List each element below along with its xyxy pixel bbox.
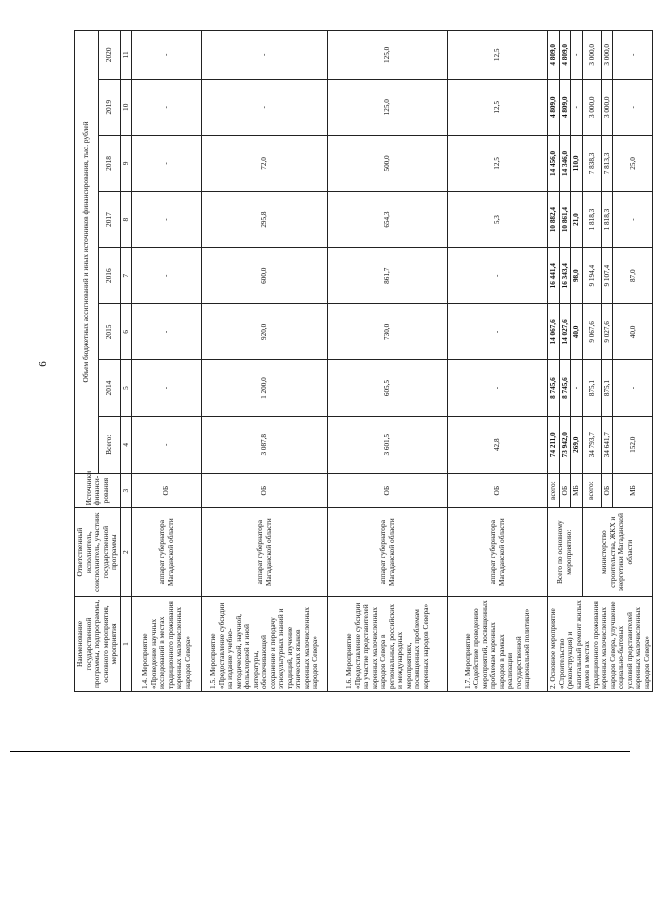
header-year: 2020 <box>98 31 120 80</box>
row-value: 12,5 <box>448 135 548 191</box>
column-number: 10 <box>120 79 132 135</box>
table-container <box>74 30 651 692</box>
row-value: 3 601,5 <box>328 416 448 473</box>
row-value: 7 838,3 <box>582 135 601 191</box>
row-value: 7 813,3 <box>601 135 613 191</box>
row-value: 875,1 <box>601 360 613 416</box>
row-value: 4 809,0 <box>548 79 560 135</box>
row-value: 125,0 <box>328 31 448 80</box>
row-value: 9 027,6 <box>601 304 613 360</box>
row-value: 4 809,0 <box>548 31 560 80</box>
row-value: - <box>613 192 653 248</box>
separator-line <box>10 751 630 752</box>
row-value: - <box>132 360 202 416</box>
row-source: МБ <box>571 473 583 508</box>
row-value: 14 346,0 <box>559 135 571 191</box>
column-number: 4 <box>120 416 132 473</box>
row-value: - <box>613 360 653 416</box>
row-program-name: 1.7. Мероприятие «Содействие проведению мероприятий, посвященных проблемам коренных народов в рамках реализации государственной национальной политики» <box>448 596 548 691</box>
row-value: 40,0 <box>613 304 653 360</box>
column-number: 6 <box>120 304 132 360</box>
row-value: 1 818,3 <box>582 192 601 248</box>
row-value: 875,1 <box>582 360 601 416</box>
row-value: 3 000,0 <box>601 79 613 135</box>
row-value: 730,0 <box>328 304 448 360</box>
row-executor: аппарат губернатора Магаданской области <box>448 508 548 597</box>
row-source: ОБ <box>132 473 202 508</box>
table-row <box>548 31 560 692</box>
row-value: 920,0 <box>202 304 328 360</box>
row-executor: аппарат губернатора Магаданской области <box>328 508 448 597</box>
row-value: 9 067,6 <box>582 304 601 360</box>
row-executor: аппарат губернатора Магаданской области <box>132 508 202 597</box>
row-source: МБ <box>613 473 653 508</box>
page-number: 6 <box>36 361 49 367</box>
row-value: 87,0 <box>613 248 653 304</box>
row-value: 3 087,8 <box>202 416 328 473</box>
main-event-executor-all: Всего по основному мероприятию: <box>548 508 583 597</box>
row-value: 152,0 <box>613 416 653 473</box>
row-executor: аппарат губернатора Магаданской области <box>202 508 328 597</box>
row-value: 72,0 <box>202 135 328 191</box>
row-program-name: 1.6. Мероприятие «Предоставление субсидии на участие представителей коренных малочисленных народов Севера в региональных, российских и международных мероприятиях, посвященных проблемам коренных народов Севера» <box>328 596 448 691</box>
row-value: - <box>132 416 202 473</box>
row-value: 98,0 <box>571 248 583 304</box>
row-value: - <box>571 360 583 416</box>
row-source: ОБ <box>202 473 328 508</box>
row-value: - <box>448 304 548 360</box>
column-number: 2 <box>120 508 132 597</box>
row-value: 34 793,7 <box>582 416 601 473</box>
financing-table <box>74 30 653 692</box>
row-value: 110,0 <box>571 135 583 191</box>
column-number: 7 <box>120 248 132 304</box>
row-value: 74 211,0 <box>548 416 560 473</box>
row-value: - <box>132 192 202 248</box>
row-value: 10 861,4 <box>559 192 571 248</box>
row-value: - <box>613 31 653 80</box>
row-source: всего: <box>582 473 601 508</box>
row-source: ОБ <box>328 473 448 508</box>
row-value: - <box>571 31 583 80</box>
table-row <box>582 31 601 692</box>
row-value: - <box>613 79 653 135</box>
row-value: 34 641,7 <box>601 416 613 473</box>
row-value: 12,5 <box>448 31 548 80</box>
row-value: 4 809,0 <box>559 79 571 135</box>
row-value: 10 882,4 <box>548 192 560 248</box>
header-volume: Объем бюджетных ассигнований и иных источников финансирования, тыс. рублей <box>75 31 99 474</box>
row-value: 16 441,4 <box>548 248 560 304</box>
row-value: - <box>448 248 548 304</box>
row-value: - <box>571 79 583 135</box>
row-value: - <box>132 135 202 191</box>
row-value: - <box>448 360 548 416</box>
row-value: 1 200,0 <box>202 360 328 416</box>
row-value: 21,0 <box>571 192 583 248</box>
row-value: 500,0 <box>328 135 448 191</box>
row-value: 4 809,0 <box>559 31 571 80</box>
row-value: 16 343,4 <box>559 248 571 304</box>
row-value: 25,0 <box>613 135 653 191</box>
header-total: Всего: <box>98 416 120 473</box>
row-value: 654,3 <box>328 192 448 248</box>
header-year: 2019 <box>98 79 120 135</box>
row-value: - <box>132 248 202 304</box>
table-row <box>448 31 548 692</box>
row-value: 5,3 <box>448 192 548 248</box>
row-value: 42,8 <box>448 416 548 473</box>
row-source: ОБ <box>448 473 548 508</box>
table-row <box>132 31 202 692</box>
row-value: 125,0 <box>328 79 448 135</box>
row-value: 40,0 <box>571 304 583 360</box>
main-event-executor-ministry: министерство строительства, ЖКХ и энергетики Магаданской области <box>582 508 653 597</box>
row-value: 269,0 <box>571 416 583 473</box>
header-executor: Ответственный исполнитель, соисполнитель, участник государственной программы <box>75 508 121 597</box>
header-source: Источники финанси-рования <box>75 473 121 508</box>
row-value: 600,0 <box>202 248 328 304</box>
header-year: 2017 <box>98 192 120 248</box>
row-value: 9 107,4 <box>601 248 613 304</box>
row-value: 9 194,4 <box>582 248 601 304</box>
column-number: 3 <box>120 473 132 508</box>
row-value: - <box>202 79 328 135</box>
row-program-name: 1.5. Мероприятие «Предоставление субсидии на издание учебно-методической, научной, фольклорной и иной литературы, обеспечивающей сохранение и передачу этнокультурных знаний и традиций, изучение этнических языков коренных малочисленных народов Севера» <box>202 596 328 691</box>
row-source: ОБ <box>601 473 613 508</box>
row-value: 295,8 <box>202 192 328 248</box>
row-value: - <box>202 31 328 80</box>
row-value: 73 942,0 <box>559 416 571 473</box>
header-year: 2015 <box>98 304 120 360</box>
header-year: 2018 <box>98 135 120 191</box>
row-value: 861,7 <box>328 248 448 304</box>
column-number: 9 <box>120 135 132 191</box>
column-number: 11 <box>120 31 132 80</box>
rotated-table-wrapper <box>74 30 651 692</box>
column-number: 5 <box>120 360 132 416</box>
row-value: 605,5 <box>328 360 448 416</box>
row-value: 3 000,0 <box>582 31 601 80</box>
row-value: 8 745,6 <box>548 360 560 416</box>
row-value: - <box>132 31 202 80</box>
table-row <box>328 31 448 692</box>
row-value: - <box>132 304 202 360</box>
header-year: 2016 <box>98 248 120 304</box>
row-value: - <box>132 79 202 135</box>
row-source: всего: <box>548 473 560 508</box>
row-program-name: 1.4. Мероприятие «Проведение научных исследований в местах традиционного проживания коренных малочисленных народов Севера» <box>132 596 202 691</box>
header-program-name: Наименование государственной программы, подпрограммы, основного мероприятия, мероприятия <box>75 596 121 691</box>
row-value: 12,5 <box>448 79 548 135</box>
table-row <box>202 31 328 692</box>
column-number: 8 <box>120 192 132 248</box>
row-value: 3 000,0 <box>601 31 613 80</box>
row-source: ОБ <box>559 473 571 508</box>
row-value: 14 027,6 <box>559 304 571 360</box>
row-value: 8 745,6 <box>559 360 571 416</box>
column-number: 1 <box>120 596 132 691</box>
row-value: 1 818,3 <box>601 192 613 248</box>
row-value: 14 456,0 <box>548 135 560 191</box>
row-value: 14 067,6 <box>548 304 560 360</box>
header-year: 2014 <box>98 360 120 416</box>
main-event-name: 2. Основное мероприятие «Строительство (реконструкция) и капитальный ремонт жилых домов в местах традиционного проживания коренных малочисленных народов Севера, улучшение социально-бытовых условий представителей коренных малочисленных народов Севера» <box>548 596 653 691</box>
row-value: 3 000,0 <box>582 79 601 135</box>
